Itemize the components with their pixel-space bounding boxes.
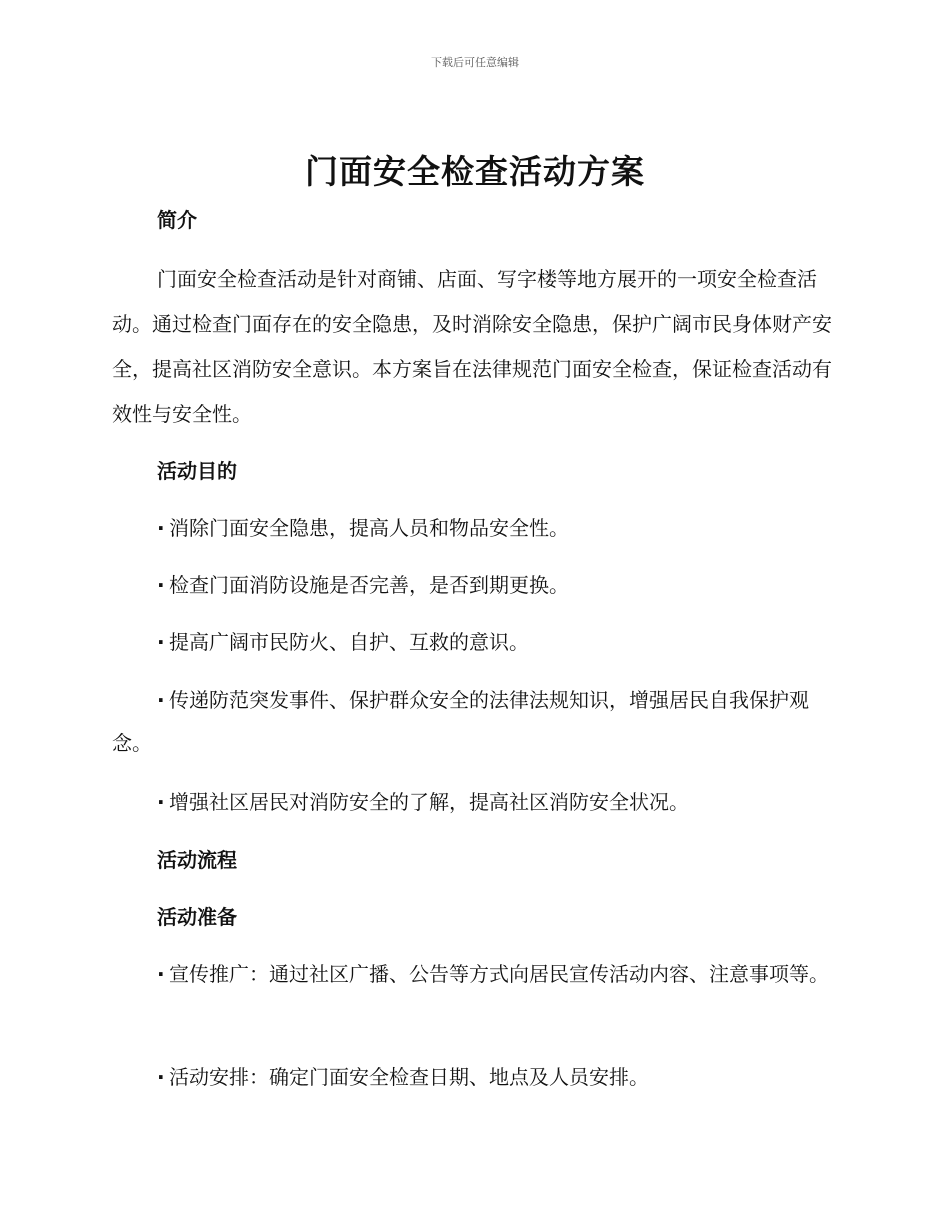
section-heading-preparation: 活动准备 xyxy=(157,905,237,929)
bullet-dot: · xyxy=(157,688,165,712)
purpose-bullet-3 xyxy=(112,621,834,664)
bullet-dot: · xyxy=(157,630,165,654)
section-heading-purpose: 活动目的 xyxy=(157,459,237,483)
bullet-dot: · xyxy=(157,790,165,814)
bullet-dot: · xyxy=(157,1065,165,1089)
section-heading-process: 活动流程 xyxy=(157,848,237,872)
bullet-dot: · xyxy=(157,962,165,986)
bullet-text: 宣传推广：通过社区广播、公告等方式向居民宣传活动内容、注意事项等。 xyxy=(169,962,829,986)
bullet-dot: · xyxy=(157,573,165,597)
bullet-text: 消除门面安全隐患，提高人员和物品安全性。 xyxy=(169,516,569,540)
purpose-bullet-5 xyxy=(112,781,834,824)
bullet-text: 活动安排：确定门面安全检查日期、地点及人员安排。 xyxy=(169,1065,649,1089)
section-heading-intro: 简介 xyxy=(157,208,197,232)
preparation-bullet-2 xyxy=(112,1056,834,1099)
purpose-bullet-4 xyxy=(112,679,834,765)
preparation-bullet-1 xyxy=(112,953,834,996)
bullet-text: 增强社区居民对消防安全的了解，提高社区消防安全状况。 xyxy=(169,790,689,814)
bullet-dot: · xyxy=(157,516,165,540)
purpose-bullet-1 xyxy=(112,507,834,550)
bullet-text: 检查门面消防设施是否完善，是否到期更换。 xyxy=(169,573,569,597)
document-title: 门面安全检查活动方案 xyxy=(305,152,645,191)
header-note: 下载后可任意编辑 xyxy=(431,56,519,69)
purpose-bullet-2 xyxy=(112,564,834,607)
bullet-text: 传递防范突发事件、保护群众安全的法律法规知识，增强居民自我保护观念。 xyxy=(112,688,809,755)
bullet-text: 提高广阔市民防火、自护、互救的意识。 xyxy=(169,630,529,654)
intro-paragraph: 门面安全检查活动是针对商铺、店面、写字楼等地方展开的一项安全检查活动。通过检查门面存在的安全隐患，及时消除安全隐患，保护广阔市民身体财产安全，提高社区消防安全意识。本方案旨在法律规范门面安全检查，保证检查活动有效性与安全性。 xyxy=(112,267,832,426)
